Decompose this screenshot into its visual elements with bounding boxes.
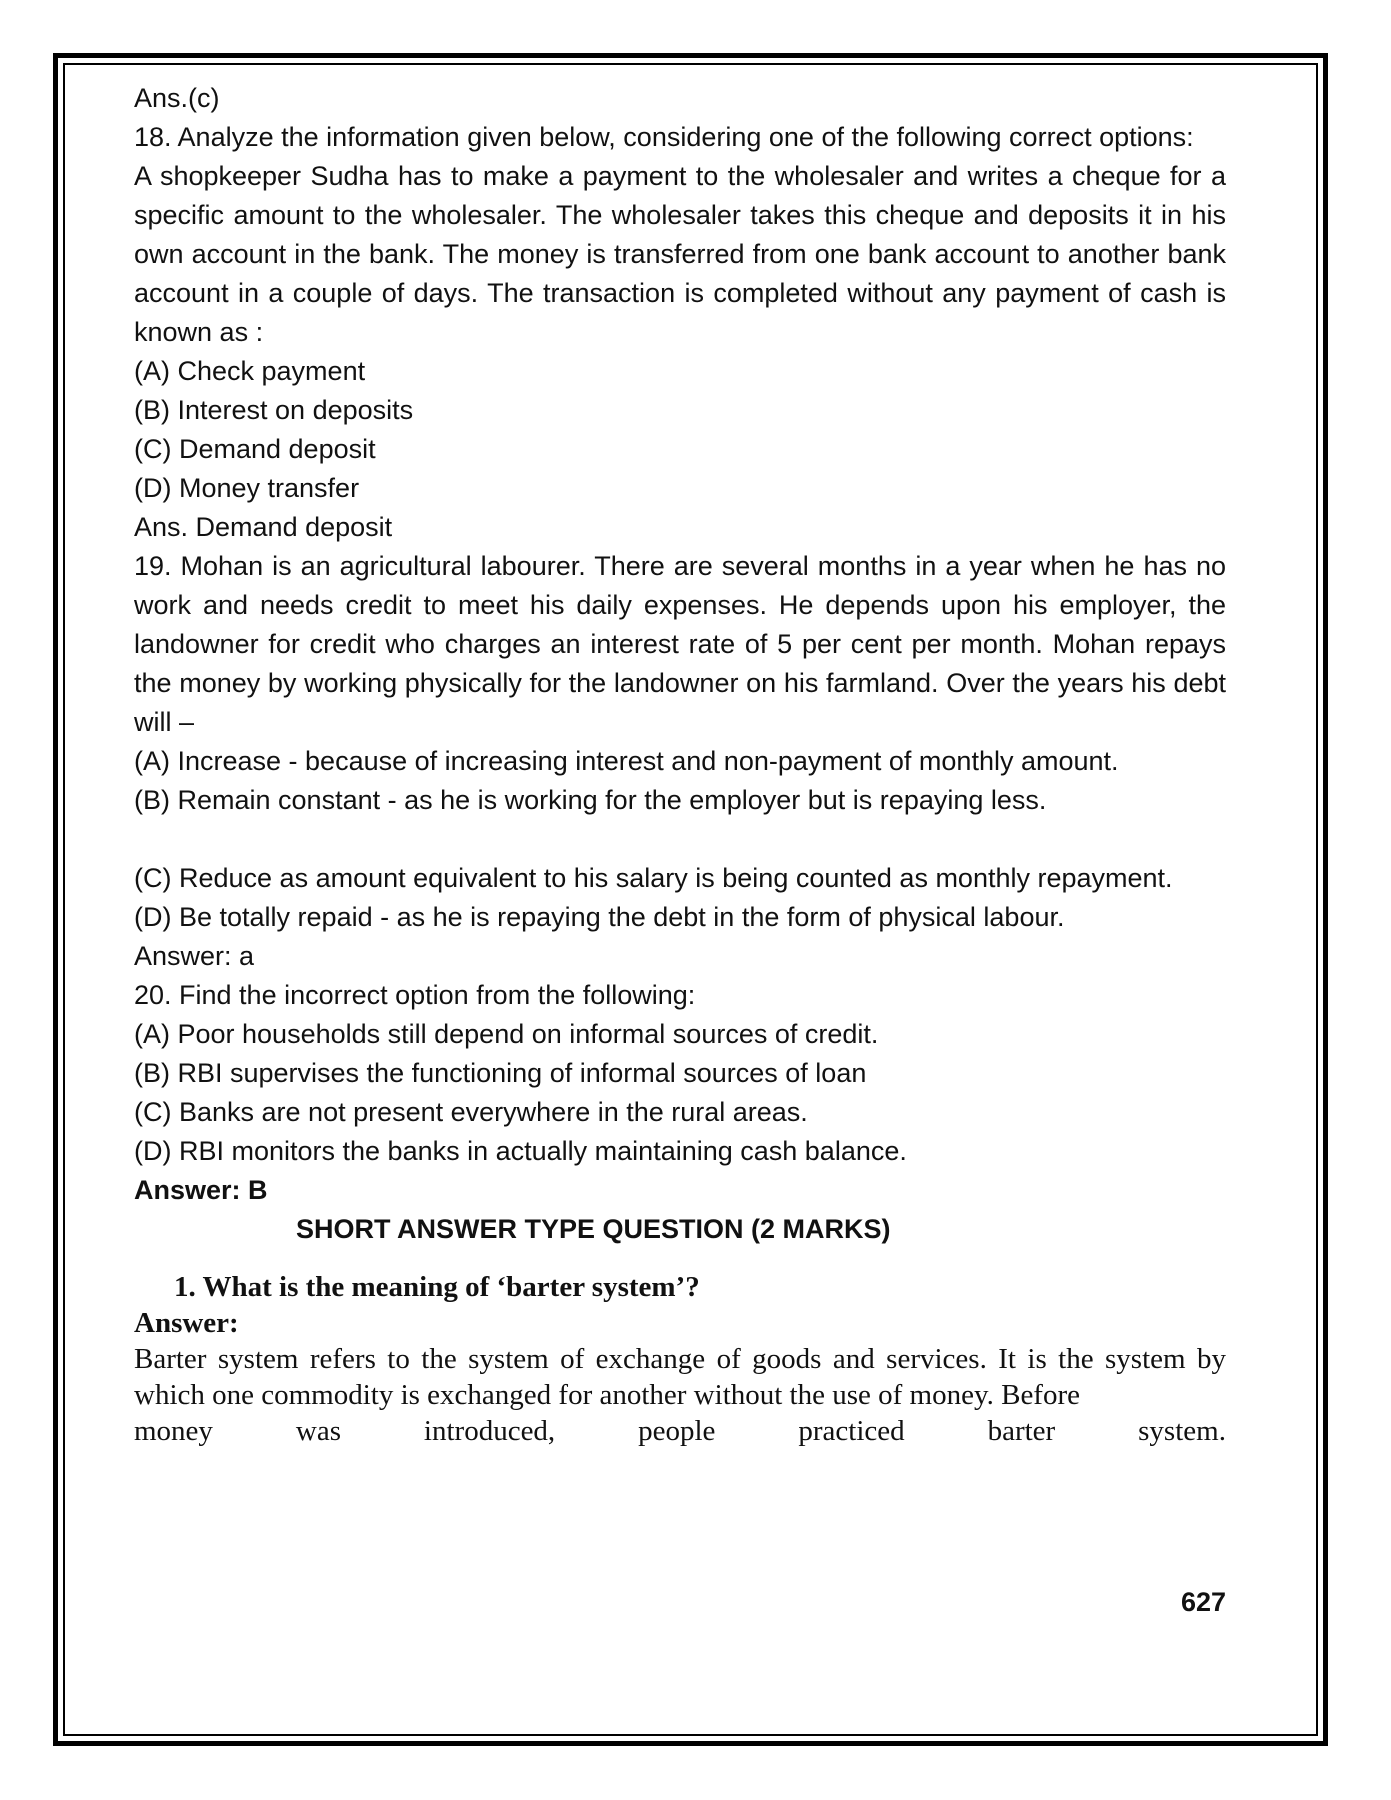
q20-option-c: (C) Banks are not present everywhere in the rural areas.	[134, 1097, 808, 1127]
q19-question: 19. Mohan is an agricultural labourer. There are several months in a year when he has no work and needs credit to meet his daily expenses. He depends upon his employer, the landowner for credit who charges an interest rate of 5 per cent per month. Mohan repays the money by working physically for the landowner on his farmland. Over the years his debt will –	[134, 551, 1226, 737]
word: people	[638, 1415, 716, 1447]
q20-option-a: (A) Poor households still depend on informal sources of credit.	[134, 1019, 879, 1049]
word: money	[134, 1415, 213, 1447]
previous-answer: Ans.(c)	[134, 83, 220, 113]
q19-option-b: (B) Remain constant - as he is working for the employer but is repaying less.	[134, 785, 1047, 815]
question-20	[134, 976, 1226, 1210]
section-heading: SHORT ANSWER TYPE QUESTION (2 MARKS)	[296, 1214, 891, 1244]
q18-option-d: (D) Money transfer	[134, 473, 360, 503]
word: introduced,	[423, 1415, 556, 1447]
page-number: 627	[1180, 1587, 1226, 1617]
q20-option-d: (D) RBI monitors the banks in actually maintaining cash balance.	[134, 1136, 907, 1166]
q20-question: 20. Find the incorrect option from the following:	[134, 980, 696, 1010]
q19-option-d: (D) Be totally repaid - as he is repaying the debt in the form of physical labour.	[134, 902, 1065, 932]
q18-answer: Ans. Demand deposit	[134, 512, 393, 542]
q18-question: 18. Analyze the information given below, considering one of the following correct options:	[134, 122, 1194, 152]
sa1-answer-last-line	[134, 1413, 1226, 1449]
spacer	[134, 820, 1226, 859]
q18-option-c: (C) Demand deposit	[134, 434, 376, 464]
q20-answer: Answer: B	[134, 1175, 268, 1205]
sa1-answer-label: Answer:	[134, 1307, 239, 1339]
short-answer-1	[134, 1269, 1226, 1449]
spacer	[134, 1249, 1226, 1269]
word: practiced	[798, 1415, 905, 1447]
q18-option-b: (B) Interest on deposits	[134, 395, 414, 425]
q18-passage: A shopkeeper Sudha has to make a payment to the wholesaler and writes a cheque for a specific amount to the wholesaler. The wholesaler takes this cheque and deposits it in his own account in the bank. The money is transferred from one bank account to another bank account in a couple of days. The transaction is completed without any payment of cash is known as :	[134, 161, 1226, 347]
q20-option-b: (B) RBI supervises the functioning of informal sources of loan	[134, 1058, 867, 1088]
word: system.	[1138, 1415, 1226, 1447]
q19-option-a: (A) Increase - because of increasing interest and non-payment of monthly amount.	[134, 746, 1119, 776]
page-content	[134, 79, 1226, 1449]
word: was	[295, 1415, 341, 1447]
question-19	[134, 547, 1226, 976]
sa1-answer-text: Barter system refers to the system of exchange of goods and services. It is the system by which one commodity is exchanged for another without the use of money. Before	[134, 1343, 1226, 1411]
sa1-question: 1. What is the meaning of ‘barter system’?	[174, 1271, 700, 1303]
q19-option-c: (C) Reduce as amount equivalent to his salary is being counted as monthly repayment.	[134, 863, 1173, 893]
q19-answer: Answer: a	[134, 941, 255, 971]
question-18	[134, 118, 1226, 547]
word: barter	[987, 1415, 1056, 1447]
q18-option-a: (A) Check payment	[134, 356, 366, 386]
